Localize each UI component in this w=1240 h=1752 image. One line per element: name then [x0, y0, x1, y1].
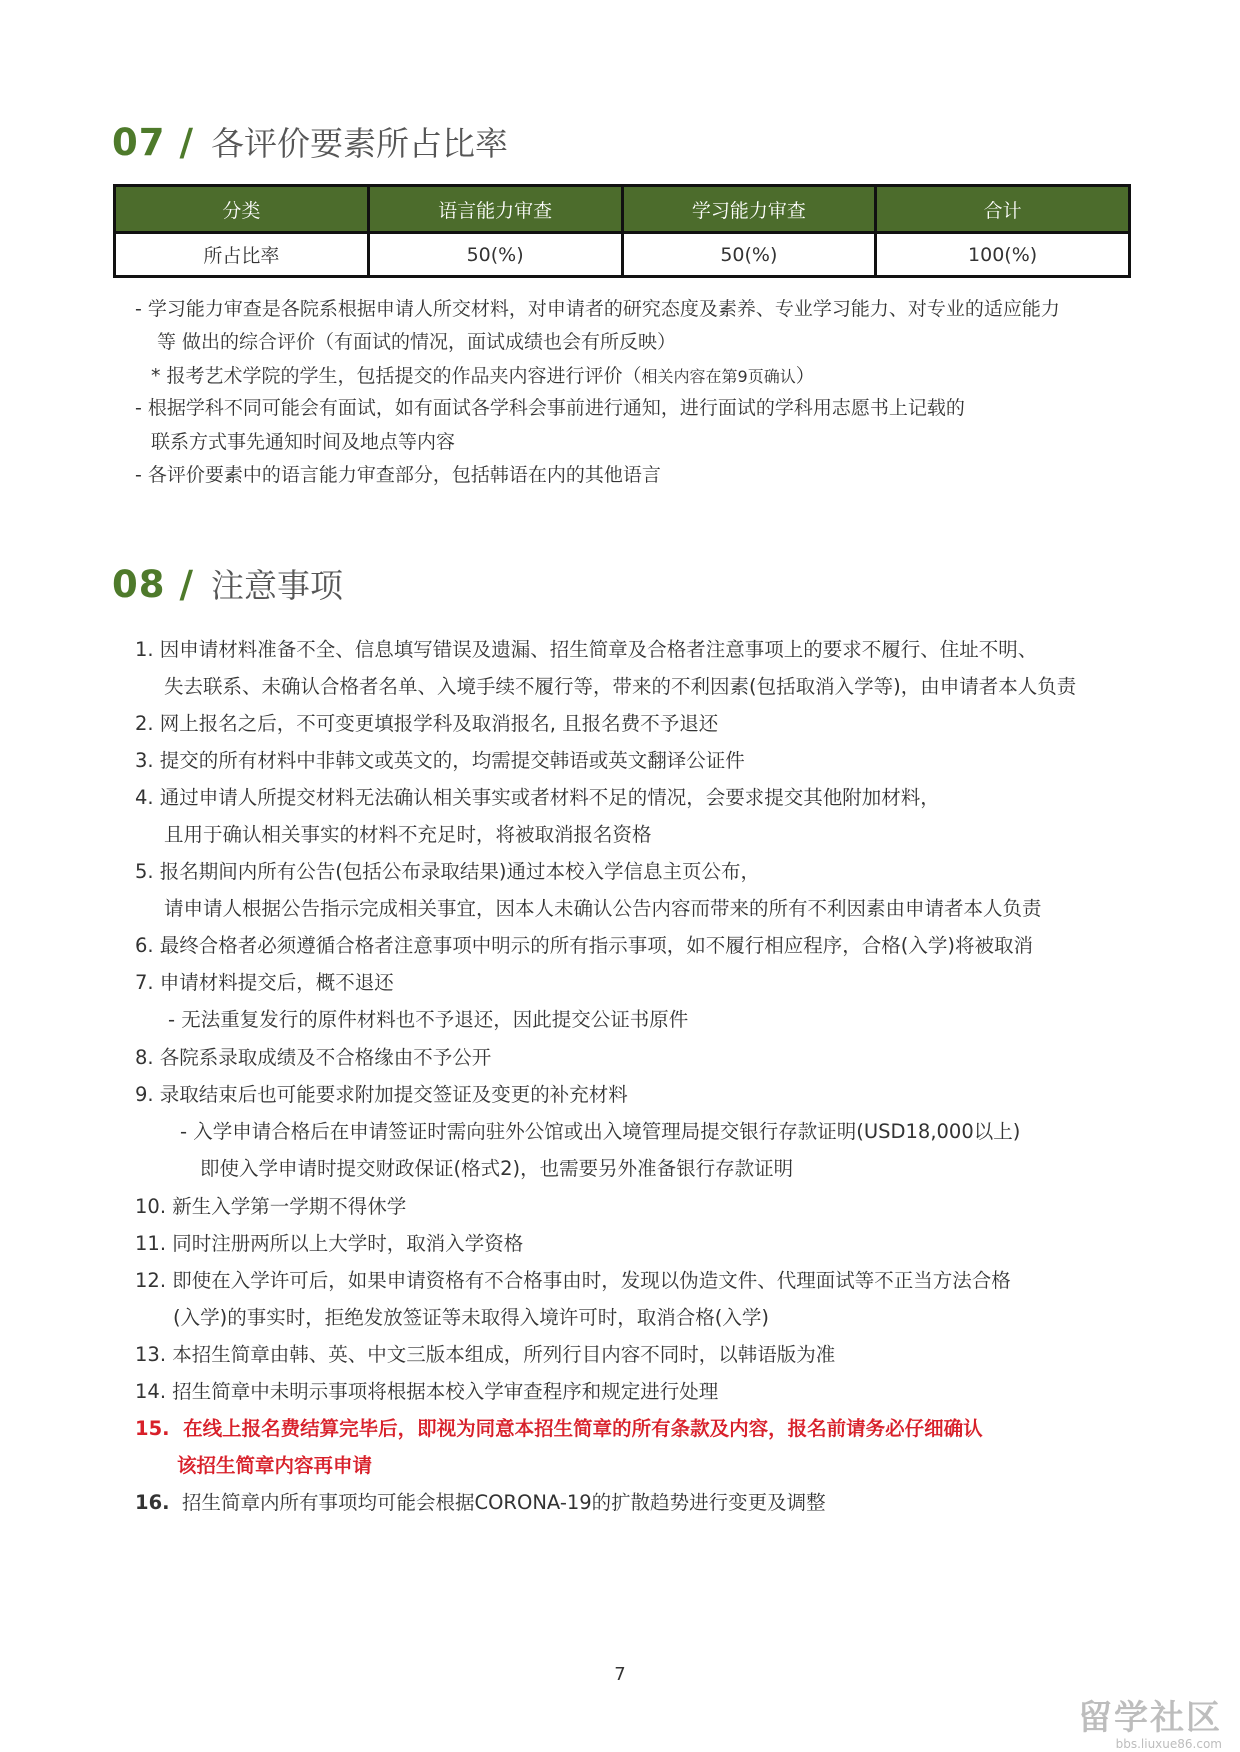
note-2-text: * 报考艺术学院的学生，包括提交的作品夹内容进行评价（ — [151, 365, 642, 387]
list-item-12-continued: (入学)的事实时，拒绝发放签证等未取得入境许可时，取消合格(入学) — [173, 1306, 769, 1329]
table-cell: 100(%) — [876, 233, 1130, 277]
list-item-13: 13. 本招生简章由韩、英、中文三版本组成，所列行目内容不同时，以韩语版为准 — [135, 1343, 836, 1366]
note-2-small-text: 相关内容在第9页确认 — [641, 367, 796, 386]
note-1-line-2: 等 做出的综合评价（有面试的情况，面试成绩也会有所反映） — [157, 331, 677, 353]
table-header-cell: 学习能力审查 — [622, 186, 876, 233]
list-item-9-sub-continued: 即使入学申请时提交财政保证(格式2)，也需要另外准备银行存款证明 — [200, 1157, 794, 1180]
section-07-heading — [112, 118, 508, 174]
table-header-row — [115, 186, 1130, 233]
list-item-15-text: 在线上报名费结算完毕后，即视为同意本招生简章的所有条款及内容，报名前请务必仔细确认 — [183, 1417, 983, 1440]
list-item-15 — [135, 1413, 983, 1441]
list-item-1: 1. 因申请材料准备不全、信息填写错误及遗漏、招生简章及合格者注意事项上的要求不履行、住址不明、 — [135, 638, 1038, 661]
list-item-12: 12. 即使在入学许可后，如果申请资格有不合格事由时，发现以伪造文件、代理面试等不正当方法合格 — [135, 1269, 1011, 1292]
note-2 — [151, 361, 815, 388]
note-3-line-1: - 根据学科不同可能会有面试，如有面试各学科会事前进行通知，进行面试的学科用志愿书上记载的 — [135, 397, 965, 419]
note-4: - 各评价要素中的语言能力审查部分，包括韩语在内的其他语言 — [135, 464, 661, 486]
list-item-8: 8. 各院系录取成绩及不合格缘由不予公开 — [135, 1046, 492, 1069]
watermark-main-text: 留学社区 — [1078, 1698, 1222, 1738]
list-item-4-continued: 且用于确认相关事实的材料不充足时，将被取消报名资格 — [164, 823, 652, 846]
list-item-9-sub: - 入学申请合格后在申请签证时需向驻外公馆或出入境管理局提交银行存款证明(USD18,000以上) — [180, 1120, 1021, 1143]
note-1-line-1: - 学习能力审查是各院系根据申请人所交材料，对申请者的研究态度及素养、专业学习能力、对专业的适应能力 — [135, 298, 1060, 320]
section-title: 各评价要素所占比率 — [211, 124, 509, 163]
list-item-4: 4. 通过申请人所提交材料无法确认相关事实或者材料不足的情况，会要求提交其他附加材料， — [135, 786, 940, 809]
table-header-cell: 合计 — [876, 186, 1130, 233]
table-header-cell: 分类 — [115, 186, 369, 233]
table-header-cell: 语言能力审查 — [368, 186, 622, 233]
note-2-end: ） — [795, 365, 815, 387]
list-item-16-text: 招生简章内所有事项均可能会根据CORONA-19的扩散趋势进行变更及调整 — [181, 1491, 826, 1514]
section-08-heading — [112, 560, 343, 616]
watermark-url: bbs.liuxue86.com — [1115, 1737, 1222, 1751]
list-item-3: 3. 提交的所有材料中非韩文或英文的，均需提交韩语或英文翻译公证件 — [135, 749, 745, 772]
section-slash: / — [179, 563, 194, 606]
list-item-1-continued: 失去联系、未确认合格者名单、入境手续不履行等，带来的不利因素(包括取消入学等)，由申请者本人负责 — [164, 675, 1077, 698]
section-number: 08 — [112, 563, 166, 606]
list-item-7: 7. 申请材料提交后，概不退还 — [135, 971, 394, 994]
list-item-11: 11. 同时注册两所以上大学时，取消入学资格 — [135, 1232, 524, 1255]
section-slash: / — [179, 121, 194, 164]
list-item-5: 5. 报名期间内所有公告(包括公布录取结果)通过本校入学信息主页公布， — [135, 860, 761, 883]
table-row — [115, 233, 1130, 277]
list-item-10: 10. 新生入学第一学期不得休学 — [135, 1195, 407, 1218]
list-item-14: 14. 招生简章中未明示事项将根据本校入学审查程序和规定进行处理 — [135, 1380, 719, 1403]
list-item-2: 2. 网上报名之后，不可变更填报学科及取消报名, 且报名费不予退还 — [135, 712, 719, 735]
list-item-16-number: 16. — [135, 1491, 170, 1514]
list-item-15-number: 15. — [135, 1417, 170, 1440]
table-cell: 50(%) — [368, 233, 622, 277]
section-number: 07 — [112, 121, 166, 164]
table-cell: 50(%) — [622, 233, 876, 277]
list-item-5-continued: 请申请人根据公告指示完成相关事宜，因本人未确认公告内容而带来的所有不利因素由申请者本人负责 — [164, 897, 1042, 920]
table-cell: 所占比率 — [115, 233, 369, 277]
list-item-15-continued: 该招生简章内容再申请 — [177, 1454, 373, 1477]
evaluation-ratio-table — [113, 184, 1131, 278]
list-item-9: 9. 录取结束后也可能要求附加提交签证及变更的补充材料 — [135, 1083, 628, 1106]
page-number: 7 — [614, 1664, 626, 1685]
note-3-line-2: 联系方式事先通知时间及地点等内容 — [151, 431, 456, 453]
list-item-7-sub: - 无法重复发行的原件材料也不予退还，因此提交公证书原件 — [168, 1008, 689, 1031]
list-item-16 — [135, 1487, 826, 1515]
list-item-6: 6. 最终合格者必须遵循合格者注意事项中明示的所有指示事项，如不履行相应程序，合格(入学)将被取消 — [135, 934, 1034, 957]
section-title: 注意事项 — [211, 566, 344, 605]
watermark-logo — [1062, 1690, 1222, 1751]
